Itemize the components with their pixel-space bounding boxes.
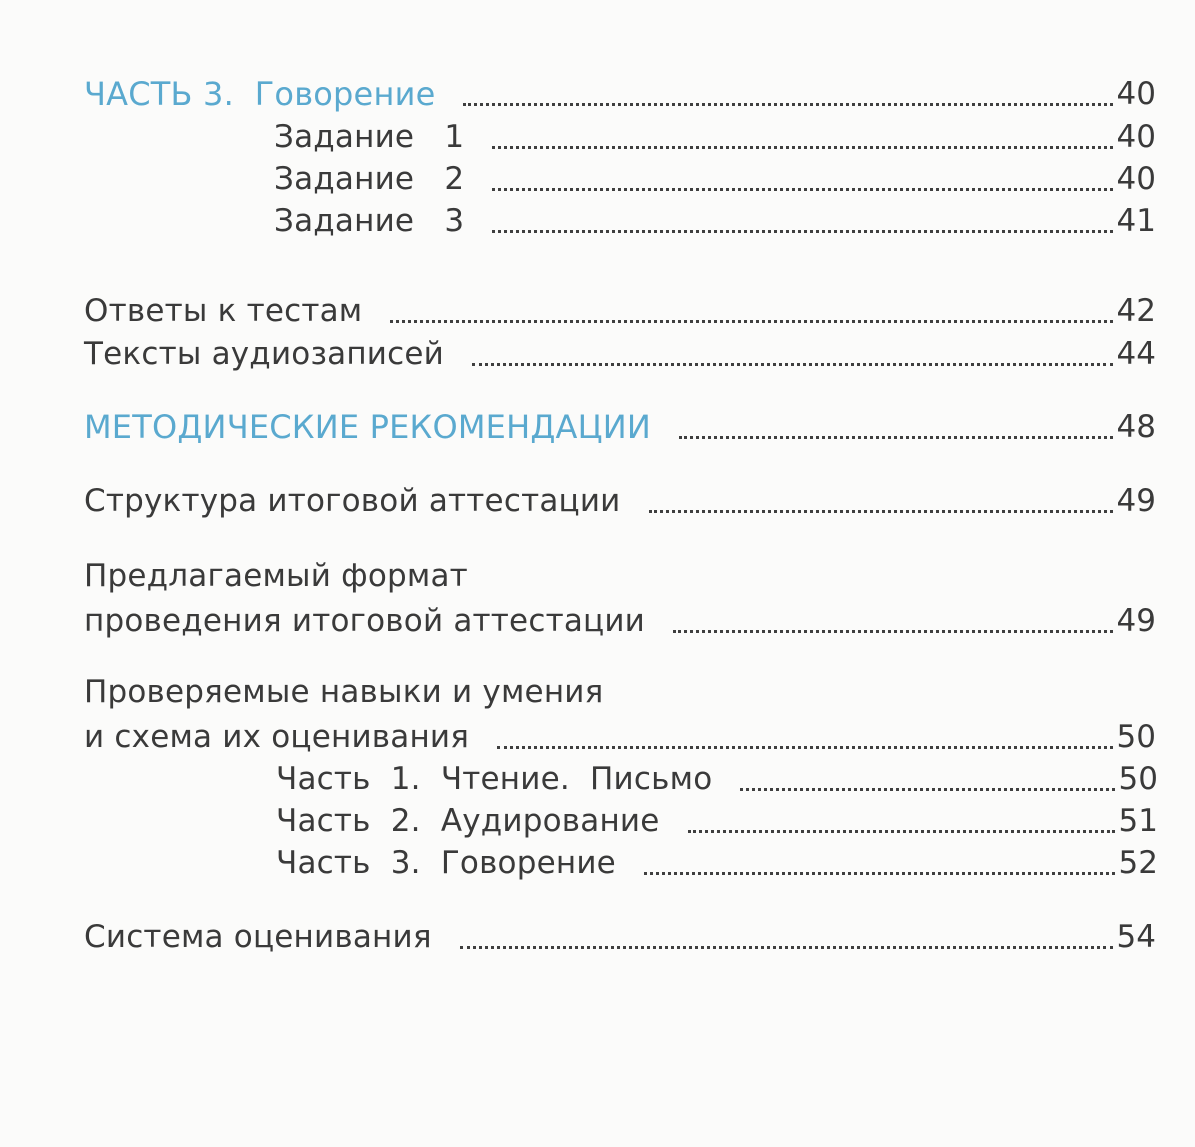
toc-page-number: 50	[1118, 761, 1158, 797]
toc-page-number: 51	[1118, 803, 1158, 839]
toc-entry-format[interactable]	[84, 597, 1156, 641]
dot-leader	[740, 788, 1114, 791]
toc-label: и схема их оценивания	[84, 719, 470, 755]
dot-leader	[390, 320, 1112, 323]
toc-page-number: 40	[1116, 161, 1156, 197]
toc-label: Ответы к тестам	[84, 293, 363, 329]
dot-leader	[497, 746, 1112, 749]
toc-heading-method: МЕТОДИЧЕСКИЕ РЕКОМЕНДАЦИИ	[84, 408, 651, 446]
toc-label: Часть 2. Аудирование	[276, 803, 660, 839]
toc-page-number: 50	[1116, 719, 1156, 755]
dot-leader	[460, 946, 1113, 949]
toc-entry-part3[interactable]	[84, 70, 1156, 114]
toc-page-number: 40	[1116, 76, 1156, 112]
dot-leader	[492, 188, 1112, 191]
toc-entry-structure[interactable]	[84, 477, 1156, 521]
toc-label: Задание 1	[274, 119, 465, 155]
toc-entry-skills[interactable]	[84, 713, 1156, 757]
toc-label-format-line1: Предлагаемый формат	[84, 558, 468, 594]
dot-leader	[492, 146, 1112, 149]
toc-page-number: 42	[1116, 293, 1156, 329]
toc-page-number: 49	[1116, 603, 1156, 639]
dot-leader	[649, 510, 1113, 513]
dot-leader	[463, 103, 1112, 106]
toc-entry-task2[interactable]	[274, 155, 1156, 199]
toc-page-number: 54	[1116, 919, 1156, 955]
toc-entry-answers[interactable]	[84, 287, 1156, 331]
toc-label: Задание 3	[274, 203, 465, 239]
toc-entry-grading[interactable]	[84, 913, 1156, 957]
toc-heading-part3: ЧАСТЬ 3. Говорение	[84, 75, 436, 113]
toc-label: Часть 1. Чтение. Письмо	[276, 761, 713, 797]
toc-page-number: 40	[1116, 119, 1156, 155]
toc-page-number: 41	[1116, 203, 1156, 239]
dot-leader	[644, 872, 1115, 875]
dot-leader	[492, 230, 1112, 233]
dot-leader	[688, 830, 1115, 833]
dot-leader	[472, 363, 1113, 366]
toc-entry-task3[interactable]	[274, 197, 1156, 241]
toc-label: Тексты аудиозаписей	[84, 336, 445, 372]
toc-page-number: 49	[1116, 483, 1156, 519]
toc-label-skills-line1: Проверяемые навыки и умения	[84, 674, 604, 710]
toc-entry-skills-part2[interactable]	[276, 797, 1158, 841]
toc-entry-method[interactable]	[84, 403, 1156, 447]
toc-label: Структура итоговой аттестации	[84, 483, 621, 519]
toc-label: проведения итоговой аттестации	[84, 603, 646, 639]
toc-page-number: 44	[1116, 336, 1156, 372]
toc-entry-skills-part1[interactable]	[276, 755, 1158, 799]
toc-label: Система оценивания	[84, 919, 432, 955]
toc-page-number: 52	[1118, 845, 1158, 881]
toc-entry-audio-texts[interactable]	[84, 330, 1156, 374]
dot-leader	[673, 630, 1113, 633]
toc-page-number: 48	[1116, 409, 1156, 445]
toc-entry-skills-part3[interactable]	[276, 839, 1158, 883]
toc-label: Часть 3. Говорение	[276, 845, 616, 881]
toc-label: Задание 2	[274, 161, 465, 197]
toc-entry-task1[interactable]	[274, 113, 1156, 157]
dot-leader	[679, 436, 1113, 439]
